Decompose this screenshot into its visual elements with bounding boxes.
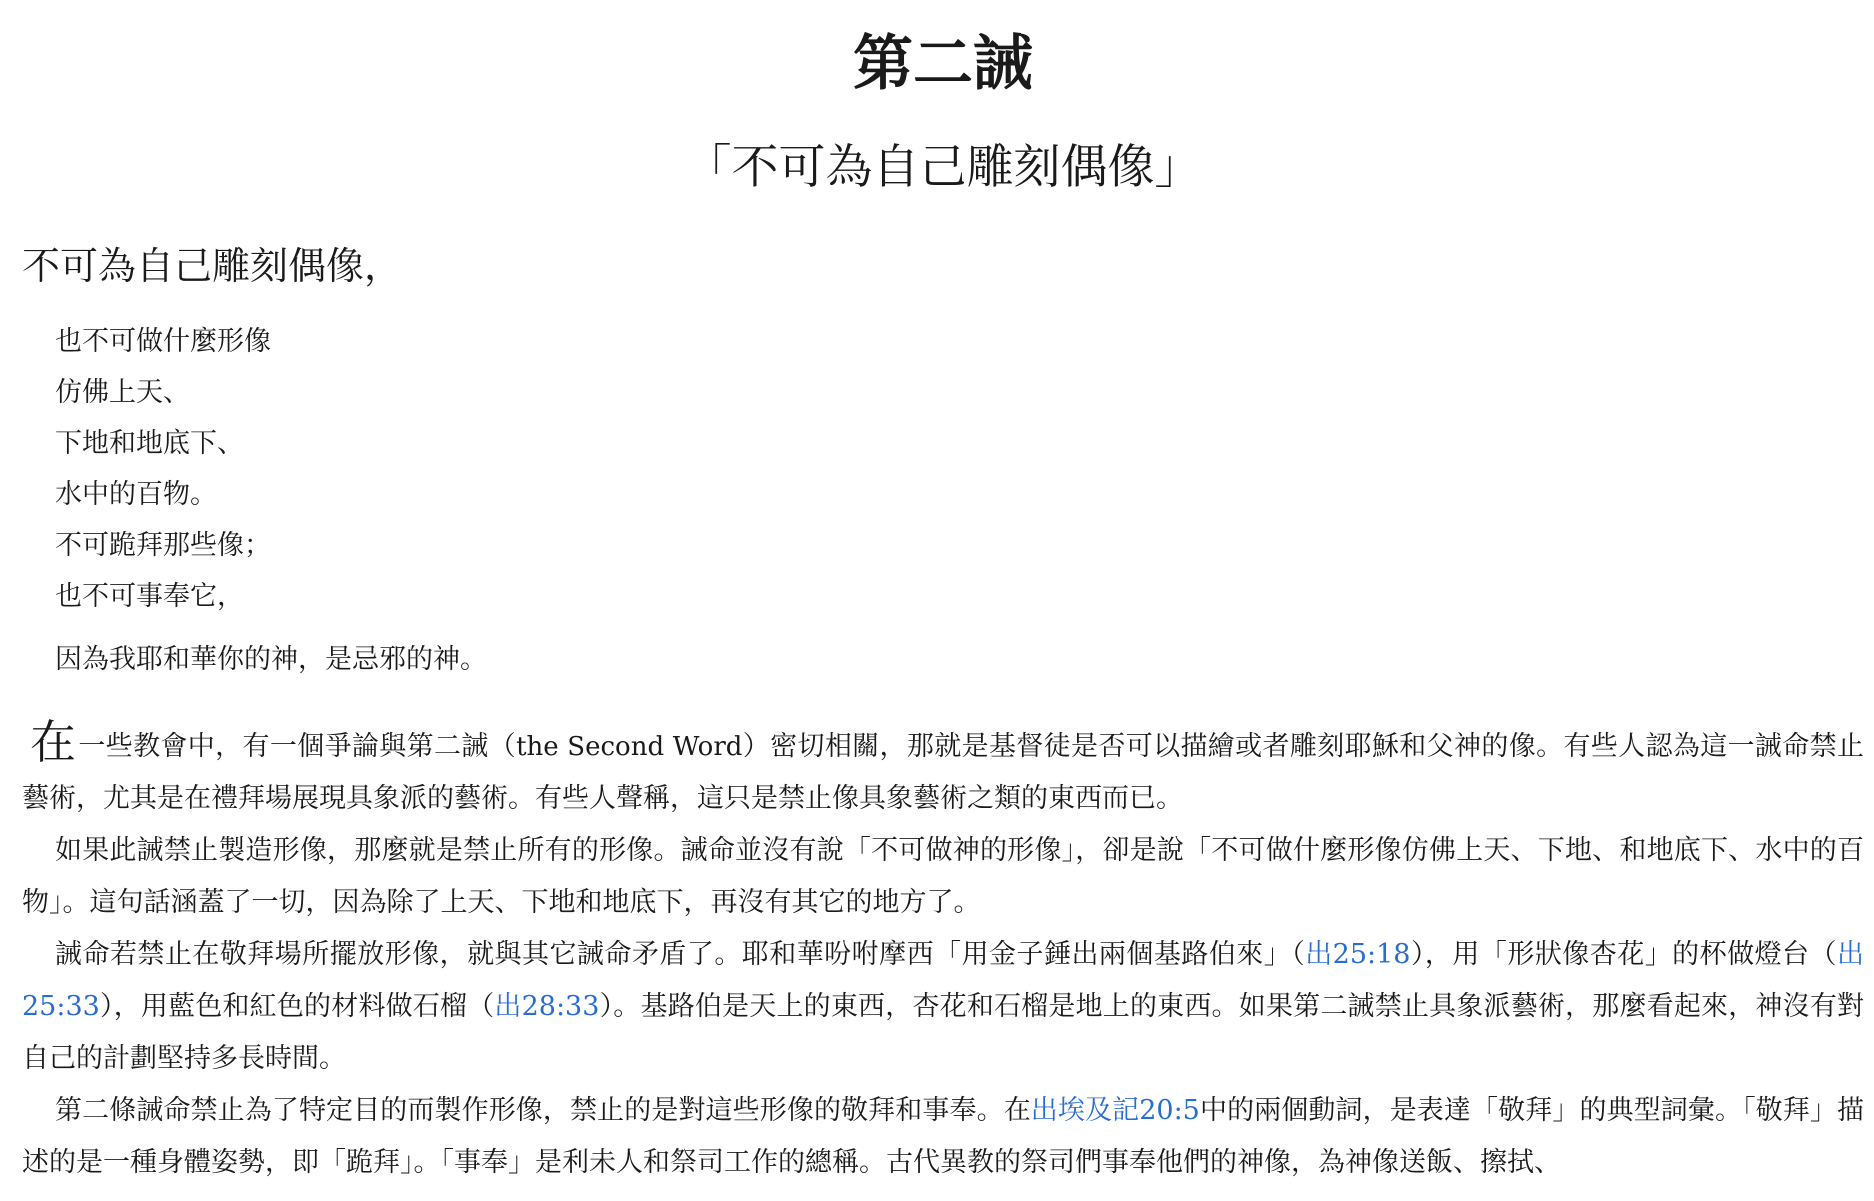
paragraph-text: ）密切相關，那就是基督徒是否可以描繪或者雕刻耶穌和父神的像。有些人認為這一誡命禁止藝術，尤其是在禮拜場展現具象派的藝術。有些人聲稱，這只是禁止像具象藝術之類的東西而已。 [22,731,1865,814]
verse-line: 水中的百物。 [55,479,217,510]
verse-line: 下地和地底下、 [55,428,244,459]
scripture-link-ex-25-33[interactable]: 出25:33 [22,939,1865,1022]
verse-line: 也不可事奉它， [55,581,244,612]
paragraph-text: 一些教會中，有一個爭論與第二誡（ [78,731,517,762]
commandment-verse [55,316,1864,622]
article-body [22,716,1864,1189]
paragraph-4 [22,1085,1864,1189]
paragraph-text: ）。基路伯是天上的東西，杏花和石榴是地上的東西。如果第二誡禁止具象派藝術，那麼看起來，神沒有對自己的計劃堅持多長時間。 [22,991,1865,1074]
drop-cap: 在 [30,715,77,769]
paragraph-1 [22,716,1864,825]
page-subtitle: 「不可為自己雕刻偶像」 [684,140,1202,195]
verse-line: 也不可做什麼形像 [55,326,271,357]
paragraph-text: 第二條誡命禁止為了特定目的而製作形像，禁止的是對這些形像的敬拜和事奉。在 [55,1095,1031,1126]
english-term: the Second Word [516,732,743,762]
verse-line: 仿佛上天、 [55,377,190,408]
document-page [22,0,1864,1189]
paragraph-text: 中的兩個動詞，是表達「敬拜」的典型詞彙。「敬拜」描述的是一種身體姿勢，即「跪拜」。「事奉」是利未人和祭司工作的總稱。古代異教的祭司們事奉他們的神像，為神像送飯、擦拭、 [22,1095,1864,1178]
commandment-closing: 因為我耶和華你的神，是忌邪的神。 [55,644,487,675]
commandment-lead: 不可為自己雕刻偶像， [22,244,403,288]
scripture-link-ex-20-5[interactable]: 出埃及記20:5 [1030,1095,1200,1126]
scripture-link-ex-28-33[interactable]: 出28:33 [494,991,600,1022]
paragraph-text: 誡命若禁止在敬拜場所擺放形像，就與其它誡命矛盾了。耶和華吩咐摩西「用金子錘出兩個基路伯來」（ [55,939,1306,970]
page-title: 第二誡 [853,29,1033,99]
paragraph-text: ），用「形狀像杏花」的杯做燈台（ [1410,939,1838,970]
paragraph-2: 如果此誡禁止製造形像，那麼就是禁止所有的形像。誡命並沒有說「不可做神的形像」，卻是說「不可做什麼形像仿佛上天、下地、和地底下、水中的百物」。這句話涵蓋了一切，因為除了上天、下地和地底下，再沒有其它的地方了。 [22,835,1864,918]
verse-line: 不可跪拜那些像； [55,530,271,561]
scripture-link-ex-25-18[interactable]: 出25:18 [1305,939,1411,970]
paragraph-text: ），用藍色和紅色的材料做石榴（ [99,991,495,1022]
paragraph-3 [22,929,1864,1085]
